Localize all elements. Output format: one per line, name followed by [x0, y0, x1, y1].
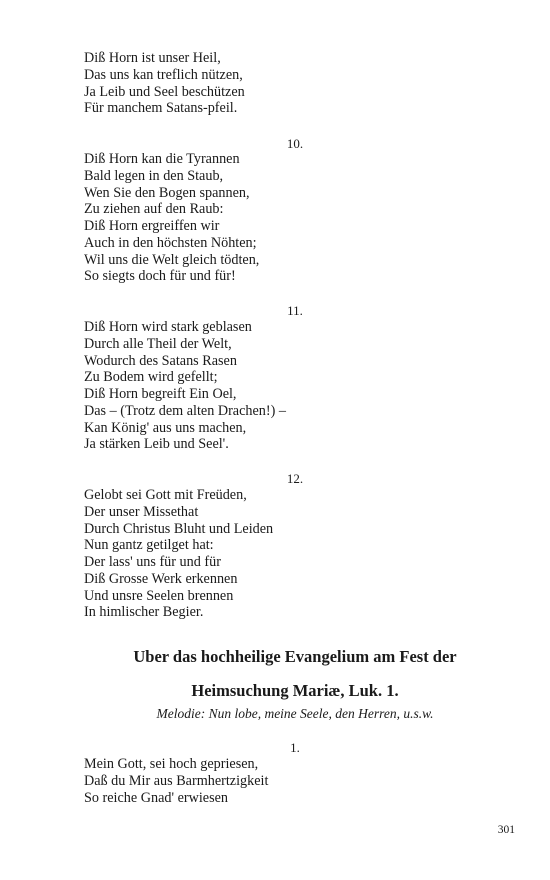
verse-line: Wil uns die Welt gleich tödten,	[84, 251, 260, 268]
verse-line: So reiche Gnad' erwiesen	[84, 789, 228, 806]
verse-line: Diß Horn begreift Ein Oel,	[84, 386, 237, 402]
verse-line: Wodurch des Satans Rasen	[84, 352, 237, 369]
melody-note: Melodie: Nun lobe, meine Seele, den Herren, u.s.w.	[156, 706, 434, 721]
page-number: 301	[497, 824, 515, 836]
stanza-12	[84, 487, 414, 621]
verse-line: Der unser Missethat	[84, 503, 199, 520]
verse-line: Und unsre Seelen brennen	[84, 587, 234, 604]
verse-line: Kan König' aus uns machen,	[84, 419, 247, 436]
verse-line: Diß Horn ist unser Heil,	[84, 50, 221, 66]
verse-line: Gelobt sei Gott mit Freüden,	[84, 487, 247, 503]
verse-line: Diß Horn wird stark geblasen	[84, 319, 252, 335]
section-heading: Uber das hochheilige Evangelium am Fest der	[133, 647, 457, 666]
verse-line: Diß Horn kan die Tyrannen	[84, 151, 240, 167]
stanza-11	[84, 319, 414, 453]
verse-line: Zu ziehen auf den Raub:	[84, 201, 224, 218]
verse-line: Durch alle Theil der Welt,	[84, 335, 232, 352]
verse-line: Wen Sie den Bogen spannen,	[84, 184, 250, 201]
verse-line: So siegts doch für und für!	[84, 268, 236, 285]
verse-line: Mein Gott, sei hoch gepriesen,	[84, 756, 259, 772]
verse-line: In himlischer Begier.	[84, 604, 204, 621]
verse-line: Bald legen in den Staub,	[84, 167, 224, 184]
stanza-number: 10.	[286, 136, 304, 151]
section-heading: Heimsuchung Mariæ, Luk. 1.	[191, 681, 399, 700]
stanza-continuation	[84, 50, 414, 117]
stanza-number: 12.	[286, 471, 304, 486]
verse-line: Für manchem Satans-pfeil.	[84, 100, 238, 117]
verse-line: Durch Christus Bluht und Leiden	[84, 520, 274, 537]
verse-line: Daß du Mir aus Barmhertzigkeit	[84, 772, 269, 789]
verse-line: Diß Grosse Werk erkennen	[84, 570, 238, 587]
verse-line: Der lass' uns für und für	[84, 554, 221, 570]
stanza-1	[84, 756, 414, 806]
verse-line: Nun gantz getilget hat:	[84, 537, 214, 554]
verse-line: Das – (Trotz dem alten Drachen!) –	[84, 402, 286, 419]
stanza-10	[84, 151, 414, 285]
verse-line: Zu Bodem wird gefellt;	[84, 369, 218, 386]
verse-line: Auch in den höchsten Nöhten;	[84, 234, 257, 251]
stanza-number: 1.	[290, 740, 300, 755]
verse-line: Ja stärken Leib und Seel'.	[84, 436, 229, 453]
verse-line: Ja Leib und Seel beschützen	[84, 83, 245, 100]
verse-line: Das uns kan treflich nützen,	[84, 66, 243, 83]
stanza-number: 11.	[287, 303, 303, 318]
verse-line: Diß Horn ergreiffen wir	[84, 218, 220, 234]
